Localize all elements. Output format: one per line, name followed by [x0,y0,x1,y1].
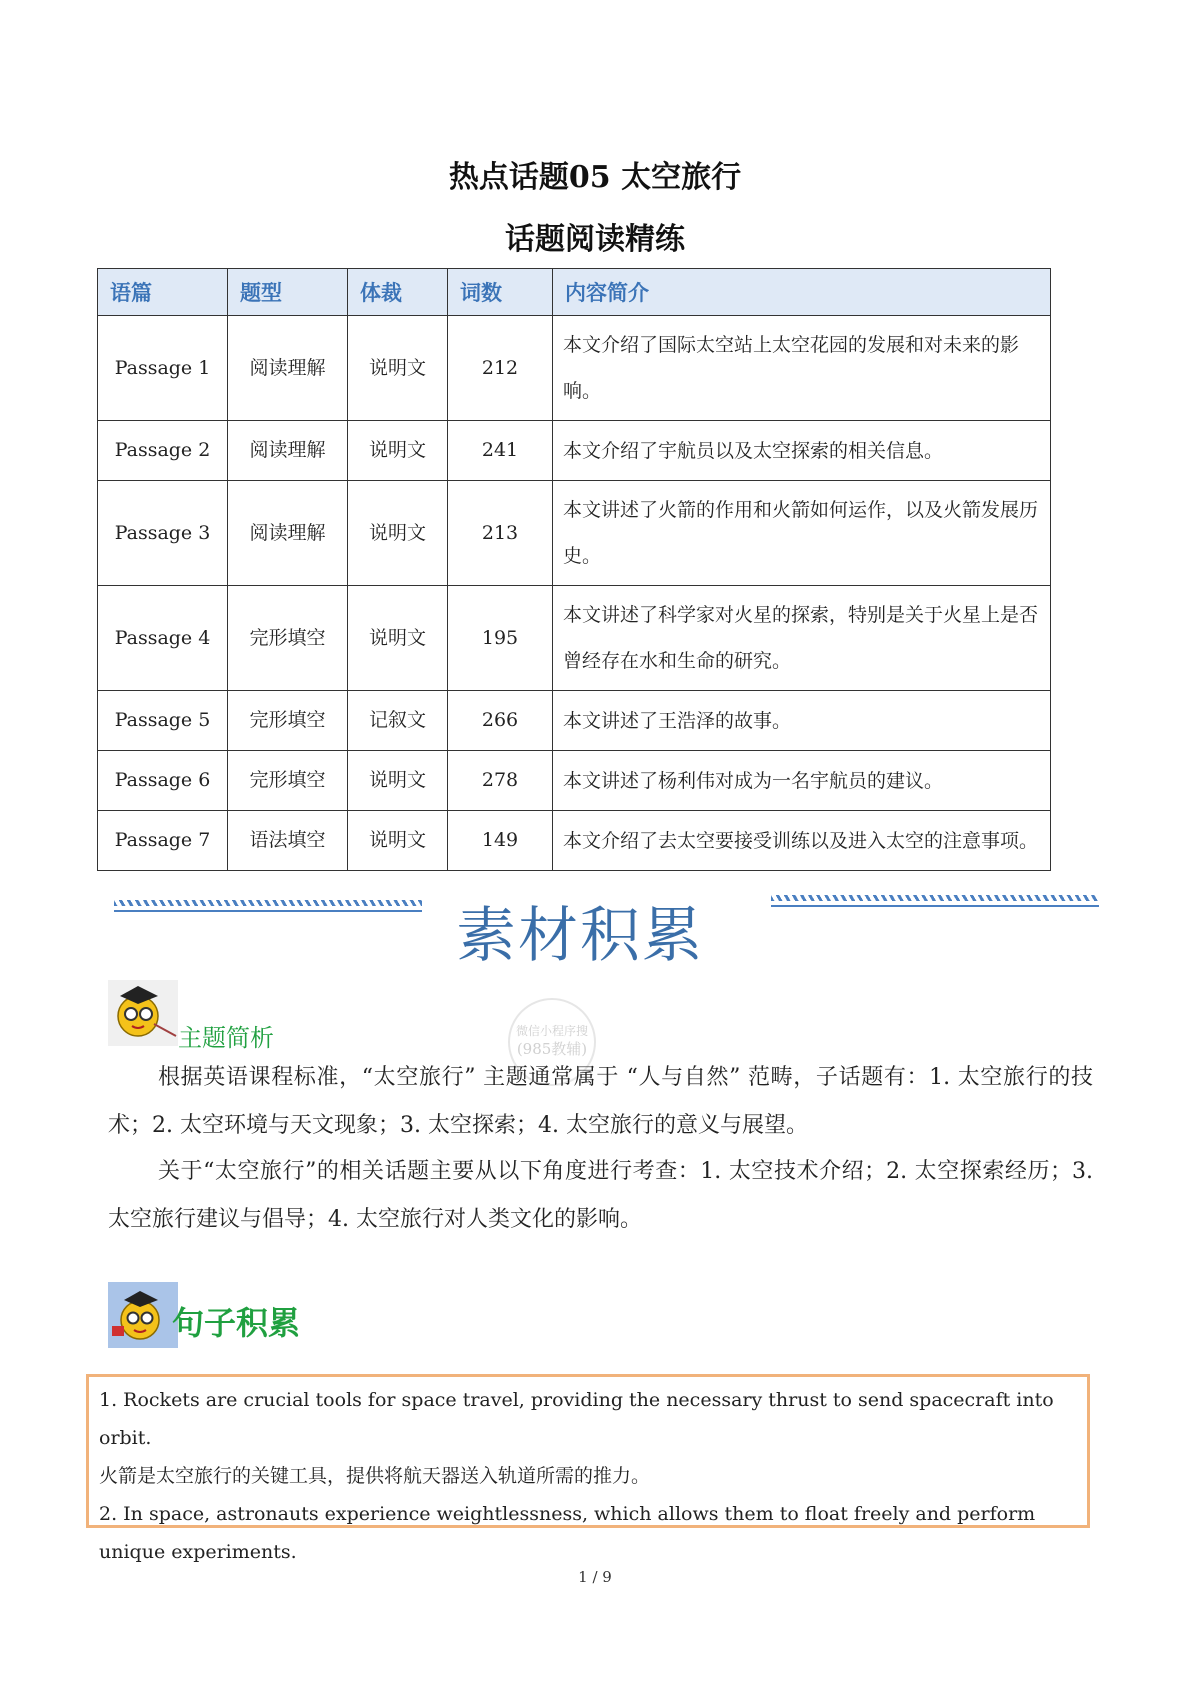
table-cell: 阅读理解 [228,316,348,421]
column-header: 词数 [448,269,553,316]
section-title: 素材积累 [456,901,704,971]
theme-paragraph: 根据英语课程标准，“太空旅行” 主题通常属于 “人与自然” 范畴，子话题有：1. 太空旅行的技术；2. 太空环境与天文现象；3. 太空探索；4. 太空旅行的意义与展望。 [108,1065,1093,1138]
page-subtitle: 话题阅读精练 [505,222,685,257]
column-header: 题型 [228,269,348,316]
sentence-line: 火箭是太空旅行的关键工具，提供将航天器送入轨道所需的推力。 [99,1465,651,1487]
table-cell: 本文讲述了杨利伟对成为一名宇航员的建议。 [553,751,1051,811]
table-cell: Passage 2 [98,421,228,481]
table-cell: 195 [448,586,553,691]
table-cell: 本文介绍了国际太空站上太空花园的发展和对未来的影响。 [553,316,1051,421]
table-cell: Passage 6 [98,751,228,811]
table-row [98,586,1051,691]
theme-paragraph: 关于“太空旅行”的相关话题主要从以下角度进行考查：1. 太空技术介绍；2. 太空探索经历；3. 太空旅行建议与倡导；4. 太空旅行对人类文化的影响。 [108,1159,1093,1232]
table-row [98,316,1051,421]
table-cell: Passage 3 [98,481,228,586]
table-cell: 说明文 [348,586,448,691]
table-cell: 本文讲述了王浩泽的故事。 [553,691,1051,751]
page-number: 1 / 9 [578,1568,612,1586]
table-header-row [98,269,1051,316]
column-header: 内容简介 [553,269,1051,316]
table-cell: 本文介绍了去太空要接受训练以及进入太空的注意事项。 [553,811,1051,871]
table-cell: 212 [448,316,553,421]
table-cell: 阅读理解 [228,481,348,586]
table-cell: 278 [448,751,553,811]
page-title: 热点话题05 太空旅行 [448,160,742,195]
table-cell: 阅读理解 [228,421,348,481]
table-cell: 说明文 [348,421,448,481]
table-cell: Passage 4 [98,586,228,691]
sentence-line: 2. In space, astronauts experience weightlessness, which allows them to float freely and perform unique experiments. [99,1503,1036,1563]
table-cell: 说明文 [348,751,448,811]
table-row [98,421,1051,481]
table-cell: 说明文 [348,481,448,586]
table-cell: 完形填空 [228,691,348,751]
table-cell: 说明文 [348,316,448,421]
table-row [98,811,1051,871]
table-cell: 本文介绍了宇航员以及太空探索的相关信息。 [553,421,1051,481]
table-row [98,751,1051,811]
column-header: 语篇 [98,269,228,316]
table-cell: 语法填空 [228,811,348,871]
table-cell: 说明文 [348,811,448,871]
table-row [98,691,1051,751]
table-cell: 本文讲述了科学家对火星的探索，特别是关于火星上是否曾经存在水和生命的研究。 [553,586,1051,691]
table-cell: Passage 5 [98,691,228,751]
table-cell: 149 [448,811,553,871]
theme-heading: 主题简析 [178,1024,274,1052]
table-cell: 213 [448,481,553,586]
passage-summary-table [97,268,1051,871]
table-cell: 完形填空 [228,751,348,811]
table-row [98,481,1051,586]
table-cell: 完形填空 [228,586,348,691]
table-cell: 本文讲述了火箭的作用和火箭如何运作，以及火箭发展历史。 [553,481,1051,586]
mascot-teacher-icon [108,980,178,1046]
table-cell: 266 [448,691,553,751]
stamp-line: (985教辅) [516,1040,588,1058]
table-cell: 241 [448,421,553,481]
sentences-heading: 句子积累 [172,1304,301,1342]
sentence-line: 1. Rockets are crucial tools for space travel, providing the necessary thrust to send spacecraft into orbit. [99,1389,1054,1449]
table-cell: Passage 1 [98,316,228,421]
column-header: 体裁 [348,269,448,316]
table-cell: 记叙文 [348,691,448,751]
stamp-line: 微信小程序搜 [515,1024,588,1038]
mascot-student-icon [108,1282,178,1348]
table-cell: Passage 7 [98,811,228,871]
sentence-box [86,1374,1090,1563]
